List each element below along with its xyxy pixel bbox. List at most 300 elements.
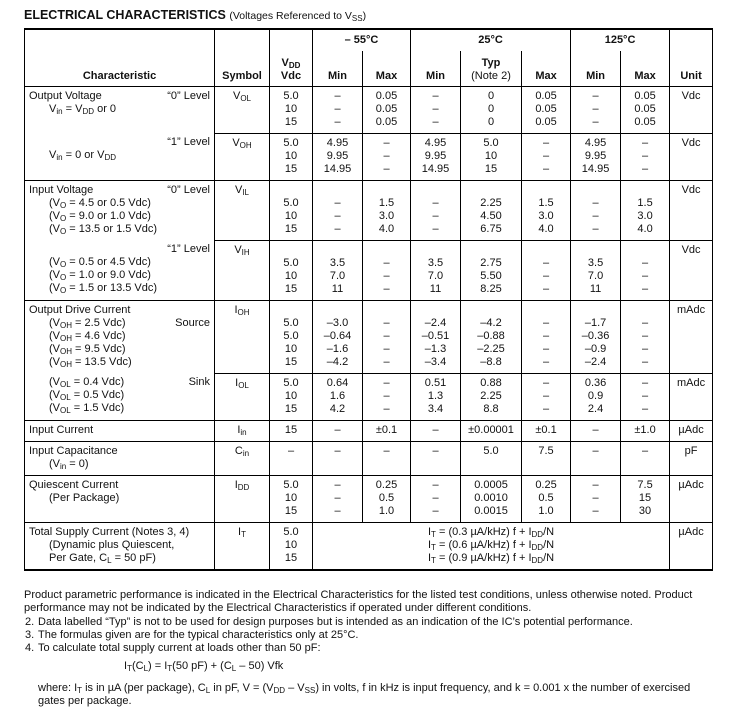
value: – xyxy=(542,136,550,149)
value-cell xyxy=(461,300,522,373)
header-max: Max xyxy=(621,51,670,86)
value-cell xyxy=(461,86,522,133)
note-3 xyxy=(24,629,714,642)
value: 3.5 xyxy=(329,256,346,269)
value-cell xyxy=(461,133,522,180)
value: –2.4 xyxy=(584,355,607,368)
symbol-cell: $V_{IH}$ xyxy=(215,240,270,300)
value xyxy=(571,244,620,257)
value: – xyxy=(432,478,439,491)
header-symbol: Symbol xyxy=(215,29,270,86)
value: 4.95 xyxy=(424,136,447,149)
vdd-value: 10 xyxy=(284,209,298,222)
symbol-cell: $I_{in}$ xyxy=(215,420,270,441)
value: –0.36 xyxy=(581,329,610,342)
value: ±0.1 xyxy=(535,423,557,436)
value xyxy=(522,244,570,257)
value: – xyxy=(432,423,439,436)
value: – xyxy=(542,389,550,402)
value: 8.25 xyxy=(480,282,502,295)
value: – xyxy=(542,149,550,162)
condition-text: ($V_O = 13.5$ or 1.5 Vdc) xyxy=(49,222,158,236)
value: 0.05 xyxy=(375,115,398,128)
vdd-cell xyxy=(270,373,313,420)
value: –4.2 xyxy=(480,316,502,329)
value: 0.9 xyxy=(587,389,604,402)
value: –1.3 xyxy=(424,342,447,355)
note-text: The formulas given are for the typical characteristics only at 25°C. xyxy=(38,628,359,641)
value xyxy=(411,304,460,317)
note-4-formula: $I_T(C_L) = I_T(50$ $pF) + (C_L - 50)$ Vfk xyxy=(124,660,284,674)
value: 0.05 xyxy=(634,115,656,128)
vdd-value: 15 xyxy=(284,115,298,128)
characteristic-cell xyxy=(25,475,215,522)
value: – xyxy=(641,355,649,368)
vdd-value xyxy=(270,304,312,317)
notes-intro: Product parametric performance is indicated in the Electrical Characteristics for the listed test conditions, unless otherwise noted. Product performance may not be indicated by the Electrical Characteristics if operated under different conditions. xyxy=(24,589,693,615)
symbol-cell: $V_{OH}$ xyxy=(215,133,270,180)
level-label: Source xyxy=(175,316,210,329)
note-number: 3. xyxy=(25,628,35,641)
value: – xyxy=(592,89,599,102)
value: –0.9 xyxy=(584,342,607,355)
vdd-value xyxy=(270,184,312,197)
value: 0 xyxy=(487,115,495,128)
value: 7.0 xyxy=(427,269,444,282)
value-cell xyxy=(411,86,461,133)
vdd-value xyxy=(270,244,312,257)
condition-text: ($V_O = 1.5$ or 13.5 Vdc) xyxy=(49,282,158,295)
value-cell xyxy=(621,300,670,373)
value: 4.2 xyxy=(329,402,346,415)
vdd-value: 5.0 xyxy=(283,329,299,342)
value: – xyxy=(592,222,599,235)
value-cell xyxy=(522,475,571,522)
value: 11 xyxy=(589,282,602,295)
vdd-cell xyxy=(270,420,313,441)
value: 0.05 xyxy=(535,102,557,115)
value-cell xyxy=(522,180,571,240)
value-cell xyxy=(363,300,411,373)
value-cell xyxy=(571,180,621,240)
value-cell xyxy=(363,441,411,475)
value: – xyxy=(432,491,439,504)
value: 1.5 xyxy=(538,196,554,209)
characteristic-line xyxy=(29,149,210,162)
value: – xyxy=(383,402,390,415)
unit-cell: Vdc xyxy=(670,86,713,133)
value: 0.05 xyxy=(634,102,656,115)
value: 14.95 xyxy=(581,162,610,175)
value: – xyxy=(432,115,439,128)
table-row xyxy=(25,475,713,522)
condition-text: ($V_{OH} = 9.5$ Vdc) xyxy=(49,342,126,356)
value-cell xyxy=(411,475,461,522)
title-text: ELECTRICAL CHARACTERISTICS xyxy=(24,8,226,22)
value: 0.25 xyxy=(375,478,398,491)
value: ±0.1 xyxy=(375,423,398,436)
vdd-value: 5.0 xyxy=(283,136,299,149)
value: 15 xyxy=(484,162,498,175)
characteristic-line xyxy=(29,256,210,269)
value xyxy=(313,244,362,257)
value: 15 xyxy=(638,491,652,504)
condition-text: Total Supply Current (Notes 3, 4) xyxy=(29,525,190,538)
value: 0.88 xyxy=(480,376,502,389)
value-cell xyxy=(571,133,621,180)
vdd-value: 15 xyxy=(284,282,298,295)
characteristic-line xyxy=(29,424,210,437)
symbol-cell: $I_T$ xyxy=(215,522,270,570)
value: – xyxy=(542,355,550,368)
unit-cell: µAdc xyxy=(670,522,713,570)
value xyxy=(411,244,460,257)
characteristic-cell xyxy=(25,420,215,441)
condition-text: ($V_O = 1.0$ or 9.0 Vdc) xyxy=(49,269,151,282)
header-max: Max xyxy=(522,51,571,86)
value-cell xyxy=(621,373,670,420)
condition-text: Per Gate, $C_L = 50$ pF) xyxy=(49,551,156,565)
value-cell xyxy=(621,420,670,441)
value xyxy=(363,244,410,257)
value: – xyxy=(432,196,439,209)
header-vdd-label: $V_{DD}$ xyxy=(281,56,301,70)
value: 0.25 xyxy=(535,478,557,491)
level-label: Sink xyxy=(188,376,210,388)
level-label: “1” Level xyxy=(167,136,210,148)
value-cell xyxy=(522,133,571,180)
condition-text: ($V_{OL} = 1.5$ Vdc) xyxy=(49,402,125,415)
value: – xyxy=(592,444,599,457)
characteristic-line xyxy=(29,90,210,103)
header-vdd-unit: Vdc xyxy=(280,69,302,82)
value: – xyxy=(334,478,341,491)
value: 0.5 xyxy=(378,491,395,504)
value: – xyxy=(641,402,649,415)
symbol-cell: $I_{OL}$ xyxy=(215,373,270,420)
value: – xyxy=(383,149,390,162)
value: 10 xyxy=(484,149,498,162)
header-min: Min xyxy=(313,51,363,86)
value-cell xyxy=(461,420,522,441)
value: – xyxy=(641,342,649,355)
value-cell xyxy=(522,240,571,300)
characteristic-line xyxy=(29,330,210,343)
value: – xyxy=(334,115,341,128)
value: – xyxy=(641,256,649,269)
formula: $I_T = (0.3$ µA/kHz) $f + I_{DD}/N$ xyxy=(427,525,555,539)
value: 4.0 xyxy=(378,222,395,235)
value: 4.95 xyxy=(584,136,607,149)
condition-text: ($V_O = 0.5$ or 4.5 Vdc) xyxy=(49,256,151,269)
value xyxy=(461,184,521,197)
vdd-value: 10 xyxy=(284,342,298,355)
value: 0.0015 xyxy=(474,504,508,517)
value: 7.5 xyxy=(637,478,653,491)
table-row xyxy=(25,86,713,133)
value: 9.95 xyxy=(424,149,447,162)
value: 11 xyxy=(429,282,442,295)
value: 3.0 xyxy=(637,209,653,222)
value-cell xyxy=(363,180,411,240)
value: – xyxy=(432,504,439,517)
value: 1.0 xyxy=(538,504,554,517)
value: – xyxy=(592,102,599,115)
notes xyxy=(24,589,714,708)
value: 2.25 xyxy=(480,196,502,209)
value: 3.5 xyxy=(427,256,444,269)
value xyxy=(313,184,362,197)
value-cell xyxy=(363,475,411,522)
characteristic-line xyxy=(29,343,210,356)
vdd-cell xyxy=(270,86,313,133)
value: – xyxy=(641,269,649,282)
table-row xyxy=(25,180,713,240)
value-cell xyxy=(522,441,571,475)
condition-text: ($V_{OL} = 0.4$ Vdc) xyxy=(49,376,125,389)
condition-text: $V_{in} = V_{DD}$ or 0 xyxy=(49,102,117,116)
value: – xyxy=(592,491,599,504)
unit-cell: Vdc xyxy=(670,240,713,300)
vdd-value: 15 xyxy=(284,551,298,564)
value: – xyxy=(592,504,599,517)
value-cell xyxy=(411,133,461,180)
vdd-cell xyxy=(270,240,313,300)
characteristic-cell xyxy=(25,300,215,373)
value: –0.64 xyxy=(323,329,352,342)
vdd-value: 5.0 xyxy=(283,478,299,491)
value: 2.75 xyxy=(480,256,502,269)
value-cell xyxy=(363,240,411,300)
vdd-cell xyxy=(270,180,313,240)
value: 0.0005 xyxy=(474,478,508,491)
value: 4.0 xyxy=(637,222,653,235)
header-unit: Unit xyxy=(670,29,713,86)
note-number: 2. xyxy=(25,615,35,628)
characteristic-cell xyxy=(25,86,215,133)
characteristic-line xyxy=(29,376,210,389)
value: – xyxy=(383,444,390,457)
value: 0.05 xyxy=(375,102,398,115)
value: 0.51 xyxy=(424,376,447,389)
value-cell xyxy=(621,475,670,522)
vdd-value: 10 xyxy=(284,149,298,162)
value xyxy=(621,244,669,257)
condition-text: ($V_{OH} = 13.5$ Vdc) xyxy=(49,355,132,369)
characteristic-line xyxy=(29,197,210,210)
characteristic-line xyxy=(29,389,210,402)
value: –0.88 xyxy=(477,329,505,342)
value: – xyxy=(592,209,599,222)
typ-label: Typ xyxy=(481,56,501,69)
vdd-value: 15 xyxy=(284,222,298,235)
value xyxy=(411,184,460,197)
characteristic-line xyxy=(29,243,210,256)
value: – xyxy=(334,89,341,102)
table-row xyxy=(25,133,713,180)
table-row xyxy=(25,240,713,300)
value: – xyxy=(542,376,550,389)
vdd-value: 15 xyxy=(284,504,298,517)
value: –1.6 xyxy=(326,342,349,355)
table-row xyxy=(25,373,713,420)
symbol-cell: $V_{IL}$ xyxy=(215,180,270,240)
value-cell xyxy=(313,300,363,373)
value: – xyxy=(334,222,341,235)
value-cell xyxy=(411,373,461,420)
value: 0 xyxy=(487,89,495,102)
value xyxy=(571,184,620,197)
value: 3.5 xyxy=(587,256,604,269)
characteristic-line xyxy=(29,317,210,330)
value-cell xyxy=(571,240,621,300)
value: 0 xyxy=(487,102,495,115)
level-label: “1” Level xyxy=(167,243,210,255)
value-cell xyxy=(522,373,571,420)
value: – xyxy=(432,102,439,115)
header-characteristic: Characteristic xyxy=(25,29,215,86)
value-cell xyxy=(571,420,621,441)
vdd-cell xyxy=(270,441,313,475)
value-cell xyxy=(571,300,621,373)
characteristic-line xyxy=(29,282,210,295)
value: – xyxy=(432,89,439,102)
value: –1.7 xyxy=(584,316,607,329)
vdd-value: 5.0 xyxy=(283,196,299,209)
header-temp-125: 125°C xyxy=(571,29,670,51)
header-min: Min xyxy=(571,51,621,86)
characteristic-cell xyxy=(25,240,215,300)
value: 1.5 xyxy=(637,196,653,209)
value-cell xyxy=(461,180,522,240)
value: – xyxy=(334,504,341,517)
vdd-cell xyxy=(270,133,313,180)
condition-text: ($V_O = 9.0$ or 1.0 Vdc) xyxy=(49,209,151,223)
value: 3.4 xyxy=(427,402,444,415)
header-vdd xyxy=(270,29,313,86)
value-cell xyxy=(571,441,621,475)
value: –2.25 xyxy=(477,342,505,355)
value: 7.0 xyxy=(587,269,604,282)
value: – xyxy=(542,256,550,269)
note-4 xyxy=(24,642,714,655)
value: – xyxy=(592,115,599,128)
value: – xyxy=(383,342,390,355)
characteristic-cell xyxy=(25,522,215,570)
value: – xyxy=(432,444,439,457)
value-cell xyxy=(411,180,461,240)
value-cell xyxy=(522,86,571,133)
value-cell xyxy=(363,133,411,180)
value: – xyxy=(334,444,341,457)
value xyxy=(621,184,669,197)
value: 1.6 xyxy=(329,389,346,402)
characteristic-cell xyxy=(25,441,215,475)
header-temp-25: 25°C xyxy=(411,29,571,51)
symbol-cell: $C_{in}$ xyxy=(215,441,270,475)
value: 3.0 xyxy=(538,209,554,222)
vdd-value: 5.0 xyxy=(283,376,299,389)
value: – xyxy=(592,423,599,436)
value-cell xyxy=(313,373,363,420)
value-cell xyxy=(313,475,363,522)
vdd-cell xyxy=(270,300,313,373)
unit-cell: µAdc xyxy=(670,420,713,441)
value-cell xyxy=(313,240,363,300)
vdd-value: – xyxy=(287,444,295,457)
value-cell xyxy=(363,86,411,133)
value xyxy=(522,304,570,317)
vdd-value: 5.0 xyxy=(283,525,299,538)
value xyxy=(461,244,521,257)
value xyxy=(363,304,410,317)
value: –0.51 xyxy=(421,329,450,342)
characteristic-line xyxy=(29,356,210,369)
value xyxy=(621,304,669,317)
vdd-cell xyxy=(270,522,313,570)
characteristic-line xyxy=(29,210,210,223)
characteristic-line xyxy=(29,552,210,565)
value: –3.0 xyxy=(326,316,349,329)
characteristic-line xyxy=(29,526,210,539)
condition-text: Input Current xyxy=(29,423,94,436)
value: ±0.00001 xyxy=(468,423,514,436)
value-cell xyxy=(363,420,411,441)
value: 0.05 xyxy=(535,115,557,128)
value: – xyxy=(334,423,341,436)
value-cell xyxy=(621,240,670,300)
value: – xyxy=(383,136,390,149)
value: 7.0 xyxy=(329,269,346,282)
value: –8.8 xyxy=(480,355,502,368)
value xyxy=(571,304,620,317)
value: – xyxy=(383,256,390,269)
condition-text: ($V_{OL} = 0.5$ Vdc) xyxy=(49,389,125,402)
value: – xyxy=(334,102,341,115)
value: – xyxy=(592,196,599,209)
vdd-value: 5.0 xyxy=(283,316,299,329)
value: 0.0010 xyxy=(474,491,508,504)
value: – xyxy=(641,162,649,175)
electrical-characteristics-table xyxy=(24,28,713,571)
value: 0.5 xyxy=(538,491,554,504)
characteristic-line xyxy=(29,223,210,236)
vdd-value: 10 xyxy=(284,538,298,551)
table-row xyxy=(25,420,713,441)
formula: $I_T = (0.9$ µA/kHz) $f + I_{DD}/N$ xyxy=(427,551,555,565)
value: ±1.0 xyxy=(634,423,656,436)
characteristic-cell xyxy=(25,133,215,180)
value: 14.95 xyxy=(323,162,352,175)
note-2 xyxy=(24,616,714,629)
value: – xyxy=(432,222,439,235)
value: – xyxy=(641,149,649,162)
value: 1.3 xyxy=(427,389,444,402)
value: – xyxy=(383,162,390,175)
unit-cell: mAdc xyxy=(670,300,713,373)
value: 1.0 xyxy=(378,504,395,517)
formula-cell xyxy=(313,522,670,570)
value: 11 xyxy=(331,282,344,295)
note-text: To calculate total supply current at loads other than 50 pF: xyxy=(38,642,321,655)
value-cell xyxy=(461,441,522,475)
unit-cell: mAdc xyxy=(670,373,713,420)
value-cell xyxy=(571,373,621,420)
section-title xyxy=(24,8,366,22)
value: 30 xyxy=(638,504,652,517)
value-cell xyxy=(461,373,522,420)
vdd-value: 10 xyxy=(284,389,298,402)
